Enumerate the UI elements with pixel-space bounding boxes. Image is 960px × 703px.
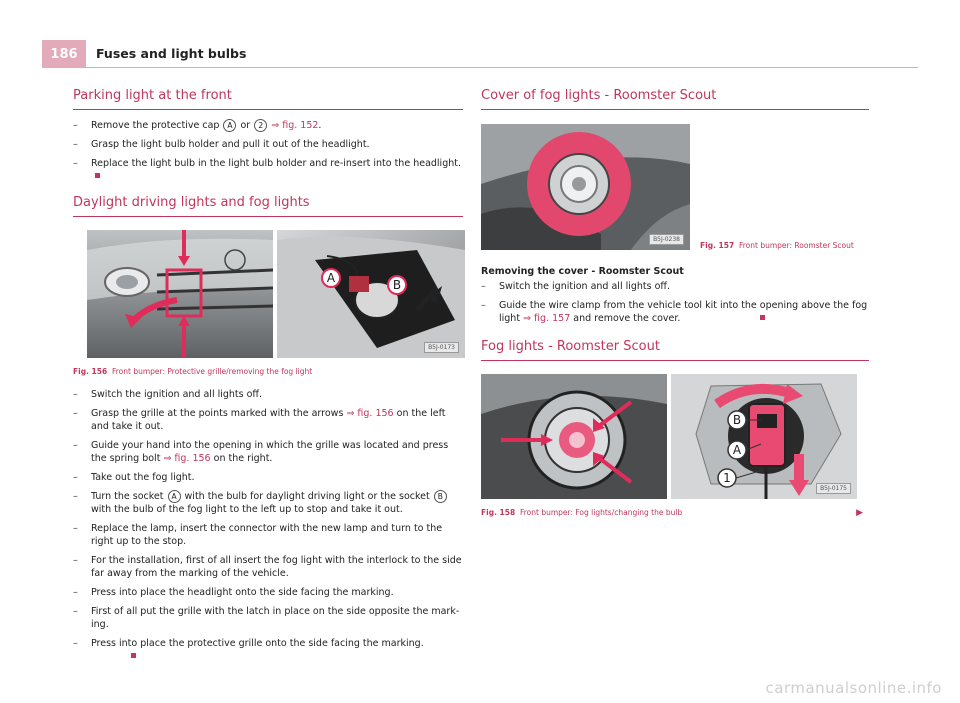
step-text: Switch the ignition and all lights off. — [91, 389, 262, 400]
list-item — [481, 280, 869, 293]
section-title-parking: Parking light at the front — [73, 88, 463, 110]
figure-code: B5J-0175 — [816, 483, 851, 494]
marker-a: A — [223, 119, 236, 132]
end-mark-icon — [760, 315, 765, 320]
list-item — [73, 407, 463, 433]
figure-157-image — [481, 124, 690, 250]
caption-number: Fig. 158 — [481, 508, 516, 517]
figure-link[interactable]: ⇒ fig. 156 — [346, 408, 394, 419]
caption-text: Front bumper: Fog lights/changing the bulb — [519, 508, 683, 517]
figure-link[interactable]: ⇒ fig. 152 — [268, 120, 319, 131]
step-text: Take out the fog light. — [91, 472, 195, 483]
header-rule — [86, 67, 918, 68]
step-text: or — [237, 120, 254, 131]
step-text: and remove the cover. — [570, 313, 681, 324]
step-text: on the right. — [210, 453, 273, 464]
roomster-bumper-illustration — [481, 124, 690, 250]
right-column — [481, 88, 869, 517]
figure-158-image — [481, 374, 857, 499]
figure-158-caption-row — [481, 508, 869, 517]
figure-code: B5J-0173 — [424, 342, 459, 353]
step-text: Guide the wire clamp from the vehicle tool kit into the opening above the fog light — [499, 300, 868, 324]
step-text: Remove the protective cap — [91, 120, 223, 131]
step-text: Turn the socket — [91, 491, 167, 502]
step-text: Grasp the light bulb holder and pull it out of the headlight. — [91, 139, 370, 150]
list-item — [73, 490, 463, 516]
list-item — [73, 138, 463, 151]
step-text: Press into place the protective grille onto the side facing the marking. — [91, 638, 424, 649]
step-text: For the installation, first of all insert the fog light with the interlock to the side far away from the marking of the vehicle. — [91, 555, 462, 579]
section-title-daylight: Daylight driving lights and fog lights — [73, 195, 463, 217]
step-text: Grasp the grille at the points marked with the arrows — [91, 408, 347, 419]
caption-text: Front bumper: Roomster Scout — [738, 241, 854, 250]
caption-text: Front bumper: Protective grille/removing the fog light — [111, 367, 313, 376]
figure-label-b: B — [392, 278, 402, 292]
step-text: with the bulb of the fog light to the left up to stop and take it out. — [91, 504, 403, 515]
list-item — [73, 119, 463, 132]
cover-steps — [481, 280, 869, 325]
list-item — [481, 299, 869, 325]
continue-arrow-icon: ▶ — [856, 508, 863, 518]
section-title-foglights: Fog lights - Roomster Scout — [481, 339, 869, 361]
step-text: Replace the lamp, insert the connector with the new lamp and turn to the right up to the stop. — [91, 523, 443, 547]
list-item — [73, 388, 463, 401]
subheading-removing-cover: Removing the cover - Roomster Scout — [481, 266, 684, 277]
figure-label-1: 1 — [723, 471, 731, 485]
figure-156-image — [87, 230, 465, 358]
step-text: . — [318, 120, 322, 131]
step-text: Guide your hand into the opening in which the grille was located and press the spring bolt — [91, 440, 449, 464]
figure-label-b: B — [732, 413, 742, 427]
figure-link[interactable]: ⇒ fig. 156 — [163, 453, 211, 464]
section-title-cover: Cover of fog lights - Roomster Scout — [481, 88, 869, 110]
list-item — [73, 471, 463, 484]
list-item — [73, 554, 463, 580]
figure-156-caption — [73, 367, 463, 376]
list-item — [73, 586, 463, 599]
fog-light-bulb-illustration — [481, 374, 857, 499]
list-item — [73, 157, 463, 183]
figure-link[interactable]: ⇒ fig. 157 — [523, 313, 571, 324]
list-item — [73, 637, 463, 663]
step-text: Switch the ignition and all lights off. — [499, 281, 670, 292]
list-item — [73, 605, 463, 631]
watermark: carmanualsonline.info — [765, 679, 942, 697]
caption-number: Fig. 157 — [700, 241, 735, 250]
end-mark-icon — [95, 173, 100, 178]
chapter-title: Fuses and light bulbs — [96, 46, 247, 61]
end-mark-icon — [131, 653, 136, 658]
page-header — [0, 0, 960, 72]
figure-label-a: A — [326, 271, 336, 285]
figure-157-row — [481, 124, 869, 250]
step-text: on the left and take it out. — [91, 408, 446, 432]
caption-number: Fig. 156 — [73, 367, 108, 376]
step-text: First of all put the grille with the latch in place on the side opposite the mark-ing. — [91, 606, 460, 630]
parking-steps — [73, 119, 463, 183]
step-text: Replace the light bulb in the light bulb holder and re-insert into the headlight. — [91, 158, 461, 169]
marker-2: 2 — [254, 119, 267, 132]
list-item — [73, 522, 463, 548]
step-text: with the bulb for daylight driving light or the socket — [181, 491, 433, 502]
page-number: 186 — [42, 40, 86, 68]
figure-157-caption — [700, 241, 854, 250]
marker-a: A — [168, 490, 181, 503]
daylight-steps — [73, 388, 463, 663]
figure-label-a: A — [732, 443, 742, 457]
left-column — [73, 88, 463, 669]
marker-b: B — [434, 490, 447, 503]
list-item — [73, 439, 463, 465]
step-text: Press into place the headlight onto the side facing the marking. — [91, 587, 394, 598]
figure-158-caption — [481, 508, 869, 517]
figure-code: B5J-0238 — [649, 234, 684, 245]
fog-light-grille-illustration — [87, 230, 465, 358]
